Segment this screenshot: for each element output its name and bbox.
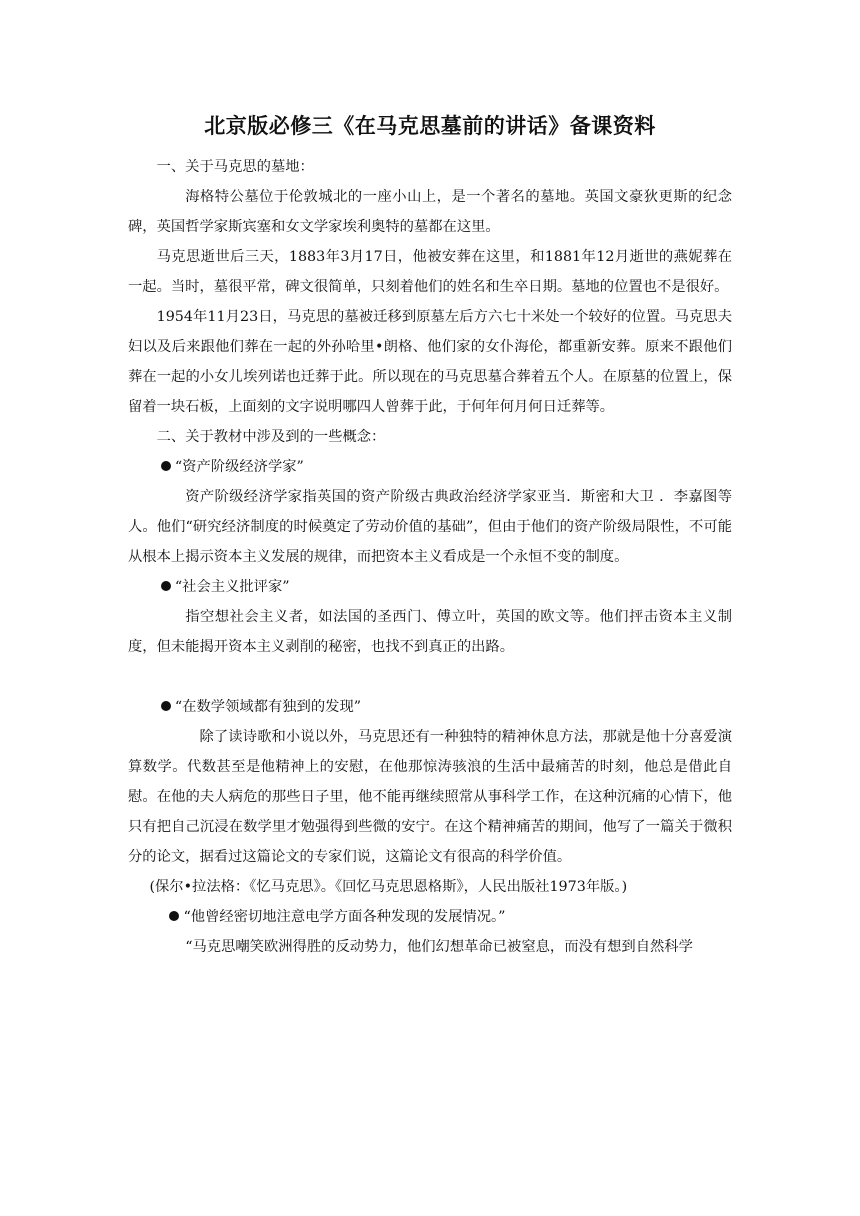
- bullet-label: “在数学领域都有独到的发现”: [174, 699, 362, 715]
- citation-lafargue: (保尔•拉法格：《忆马克思》。《回忆马克思恩格斯》，人民出版社1973年版。): [149, 879, 628, 895]
- paragraph-electricity-quote: “马克思嘲笑欧洲得胜的反动势力，他们幻想革命已被窒息，而没有想到自然科学: [185, 939, 693, 955]
- paragraph-burial: 马克思逝世后三天，1883年3月17日，他被安葬在这里，和1881年12月逝世的燕妮葬在一起。当时，墓很平常，碑文很简单，只刻着他们的姓名和生卒日期。墓地的位置也不是很好。: [128, 249, 732, 295]
- blank-line: [128, 662, 732, 692]
- bullet-item-mathematics: [128, 692, 732, 722]
- bullet-icon: [161, 701, 171, 711]
- bullet-icon: [169, 911, 179, 921]
- bullet-item-socialist-critics: [128, 572, 732, 602]
- bullet-item-bourgeois-economists: [128, 452, 732, 482]
- paragraph-critics: 指空想社会主义者，如法国的圣西门、傅立叶，英国的欧文等。他们抨击资本主义制度，但未能揭开资本主义剥削的秘密，也找不到真正的出路。: [128, 609, 732, 655]
- section-heading-tomb: 一、关于马克思的墓地：: [156, 159, 314, 175]
- section-heading-concepts: 二、关于教材中涉及到的一些概念：: [156, 429, 386, 445]
- paragraph-relocation: 1954年11月23日，马克思的墓被迁移到原墓左后方六七十米处一个较好的位置。马克思夫妇以及后来跟他们葬在一起的外孙哈里•朗格、他们家的女仆海伦，都重新安葬。原来不跟他们葬在一起的小女儿埃列诺也迁葬于此。所以现在的马克思墓合葬着五个人。在原墓的位置上，保留着一块石板，上面刻的文字说明哪四人曾葬于此，于何年何月何日迁葬等。: [128, 309, 732, 415]
- bullet-icon: [161, 461, 171, 471]
- paragraph-economists: 资产阶级经济学家指英国的资产阶级古典政治经济学家亚当．斯密和大卫 ．李嘉图等人。他们“研究经济制度的时候奠定了劳动价值的基础”，但由于他们的资产阶级局限性，不可能从根本上揭示资本主义发展的规律，而把资本主义看成是一个永恒不变的制度。: [128, 489, 732, 565]
- bullet-label: “社会主义批评家”: [174, 579, 290, 595]
- bullet-icon: [161, 581, 171, 591]
- paragraph-mathematics: 除了读诗歌和小说以外，马克思还有一种独特的精神休息方法，那就是他十分喜爱演算数学。代数甚至是他精神上的安慰，在他那惊涛骇浪的生活中最痛苦的时刻，他总是借此自慰。在他的夫人病危的那些日子里，他不能再继续照常从事科学工作，在这种沉痛的心情下，他只有把自己沉浸在数学里才勉强得到些微的安宁。在这个精神痛苦的期间，他写了一篇关于微积分的论文，据看过这篇论文的专家们说，这篇论文有很高的科学价值。: [128, 729, 732, 865]
- paragraph-highgate: 海格特公墓位于伦敦城北的一座小山上，是一个著名的墓地。英国文豪狄更斯的纪念碑，英国哲学家斯宾塞和女文学家埃利奥特的墓都在这里。: [128, 189, 732, 235]
- bullet-label: “他曾经密切地注意电学方面各种发现的发展情况。”: [183, 909, 506, 925]
- document-body: [128, 152, 732, 962]
- document-title: 北京版必修三《在马克思墓前的讲话》备课资料: [204, 114, 656, 138]
- bullet-item-electricity: [128, 902, 732, 932]
- bullet-label: “资产阶级经济学家”: [174, 459, 304, 475]
